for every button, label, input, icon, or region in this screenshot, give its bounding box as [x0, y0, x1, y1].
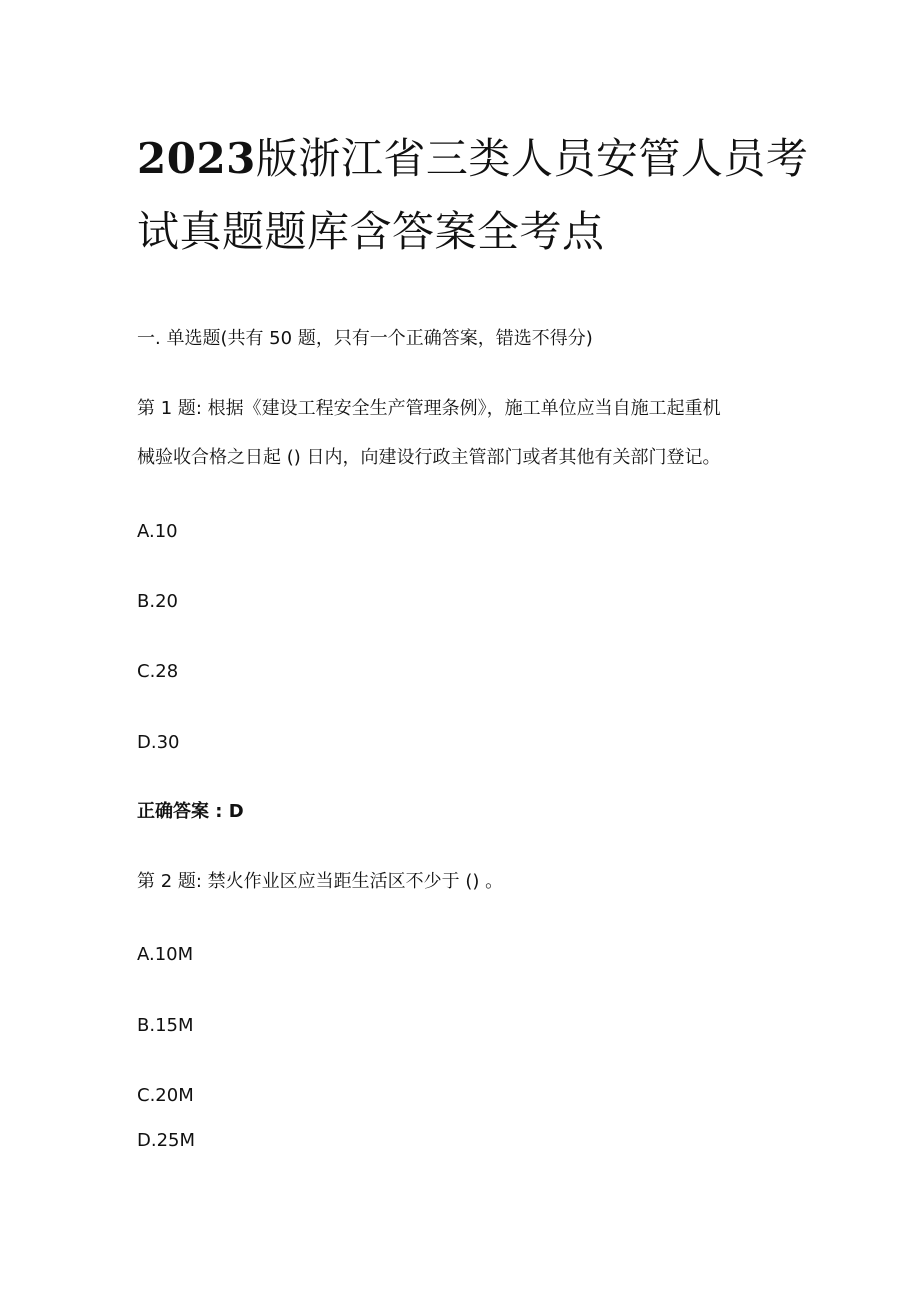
title-text: 版浙江省三类人员安管人员考 — [255, 134, 809, 183]
question-2-option-b: B.15M — [137, 1015, 194, 1036]
question-1-option-c: C.28 — [137, 661, 179, 682]
question-1-option-a: A.10 — [137, 521, 178, 542]
question-2-option-c: C.20M — [137, 1085, 194, 1106]
question-2-stem: 第 2 题: 禁火作业区应当距生活区不少于 () 。 — [137, 871, 504, 892]
question-1-option-b: B.20 — [137, 591, 178, 612]
question-1-stem-line-2: 械验收合格之日起 () 日内，向建设行政主管部门或者其他有关部门登记。 — [137, 447, 721, 468]
question-1-answer: 正确答案 : D — [137, 801, 244, 822]
section-heading: 一. 单选题(共有 50 题，只有一个正确答案，错选不得分) — [137, 328, 593, 349]
document-title-line-2: 试真题题库含答案全考点 — [137, 207, 605, 256]
question-2-option-d: D.25M — [137, 1130, 196, 1151]
question-1-option-d: D.30 — [137, 732, 180, 753]
question-1-stem-line-1: 第 1 题: 根据《建设工程安全生产管理条例》，施工单位应当自施工起重机 — [137, 398, 721, 419]
document-title-line-1 — [137, 134, 808, 184]
question-2-option-a: A.10M — [137, 944, 194, 965]
title-year: 2023 — [137, 134, 256, 183]
